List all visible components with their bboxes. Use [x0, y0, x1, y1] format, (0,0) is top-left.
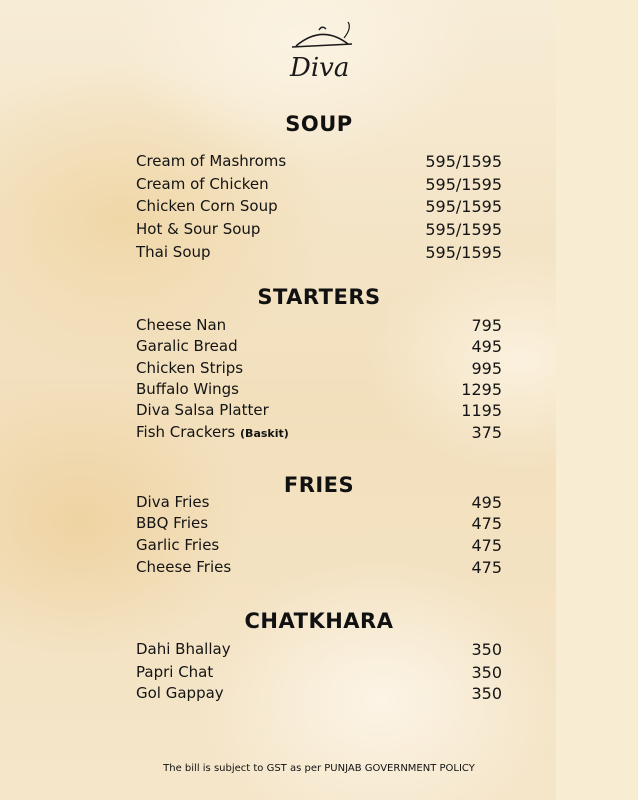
gst-footer-note: The bill is subject to GST as per PUNJAB GOVERNMENT POLICY — [163, 763, 475, 774]
item-price: 350 — [471, 663, 502, 682]
section-title-fries: FRIES — [283, 473, 355, 497]
section-title-chatkhara: CHATKHARA — [244, 609, 394, 633]
item-name: Buffalo Wings — [136, 380, 239, 398]
item-name: Diva Salsa Platter — [136, 401, 269, 419]
section-title-starters: STARTERS — [257, 285, 381, 309]
menu-item — [136, 684, 502, 706]
menu-item — [136, 423, 502, 445]
item-name: Dahi Bhallay — [136, 640, 231, 658]
cloche-icon — [282, 18, 362, 84]
menu-item — [136, 558, 502, 580]
item-price: 595/1595 — [425, 243, 502, 262]
item-price: 475 — [471, 536, 502, 555]
item-name: Gol Gappay — [136, 684, 224, 702]
menu-item — [136, 243, 502, 265]
item-price: 375 — [471, 423, 502, 442]
menu-item — [136, 197, 502, 219]
menu-item — [136, 514, 502, 536]
item-price: 795 — [471, 316, 502, 335]
item-name: Diva Fries — [136, 493, 210, 511]
menu-item — [136, 220, 502, 242]
item-price: 350 — [471, 640, 502, 659]
item-note: (Baskit) — [240, 427, 289, 440]
item-name: Cheese Nan — [136, 316, 227, 334]
item-name: Hot & Sour Soup — [136, 220, 261, 238]
section-title-soup: SOUP — [285, 112, 353, 136]
item-price: 475 — [471, 558, 502, 577]
item-price: 595/1595 — [425, 220, 502, 239]
menu-item — [136, 663, 502, 685]
item-price: 350 — [471, 684, 502, 703]
item-name: Cream of Chicken — [136, 175, 269, 193]
item-name-text: Fish Crackers — [136, 423, 236, 441]
item-name: Chicken Strips — [136, 359, 244, 377]
item-name: Cheese Fries — [136, 558, 232, 576]
menu-item — [136, 359, 502, 381]
item-name: Garlic Fries — [136, 536, 220, 554]
item-name: BBQ Fries — [136, 514, 209, 532]
menu-item — [136, 401, 502, 423]
menu-item — [136, 175, 502, 197]
item-price: 595/1595 — [425, 152, 502, 171]
item-name — [136, 423, 289, 441]
item-name: Cream of Mashroms — [136, 152, 287, 170]
item-price: 495 — [471, 493, 502, 512]
menu-item — [136, 493, 502, 515]
item-price: 495 — [471, 337, 502, 356]
item-price: 595/1595 — [425, 197, 502, 216]
menu-item — [136, 316, 502, 338]
item-price: 475 — [471, 514, 502, 533]
item-name: Garalic Bread — [136, 337, 238, 355]
item-name: Papri Chat — [136, 663, 214, 681]
item-price: 1195 — [461, 401, 502, 420]
diva-logo — [282, 18, 362, 84]
item-name: Chicken Corn Soup — [136, 197, 278, 215]
menu-item — [136, 380, 502, 402]
menu-item — [136, 337, 502, 359]
menu-item — [136, 640, 502, 662]
menu-item — [136, 152, 502, 174]
item-name: Thai Soup — [136, 243, 211, 261]
item-price: 595/1595 — [425, 175, 502, 194]
menu-item — [136, 536, 502, 558]
item-price: 995 — [471, 359, 502, 378]
svg-text:Diva: Diva — [290, 53, 350, 83]
item-price: 1295 — [461, 380, 502, 399]
